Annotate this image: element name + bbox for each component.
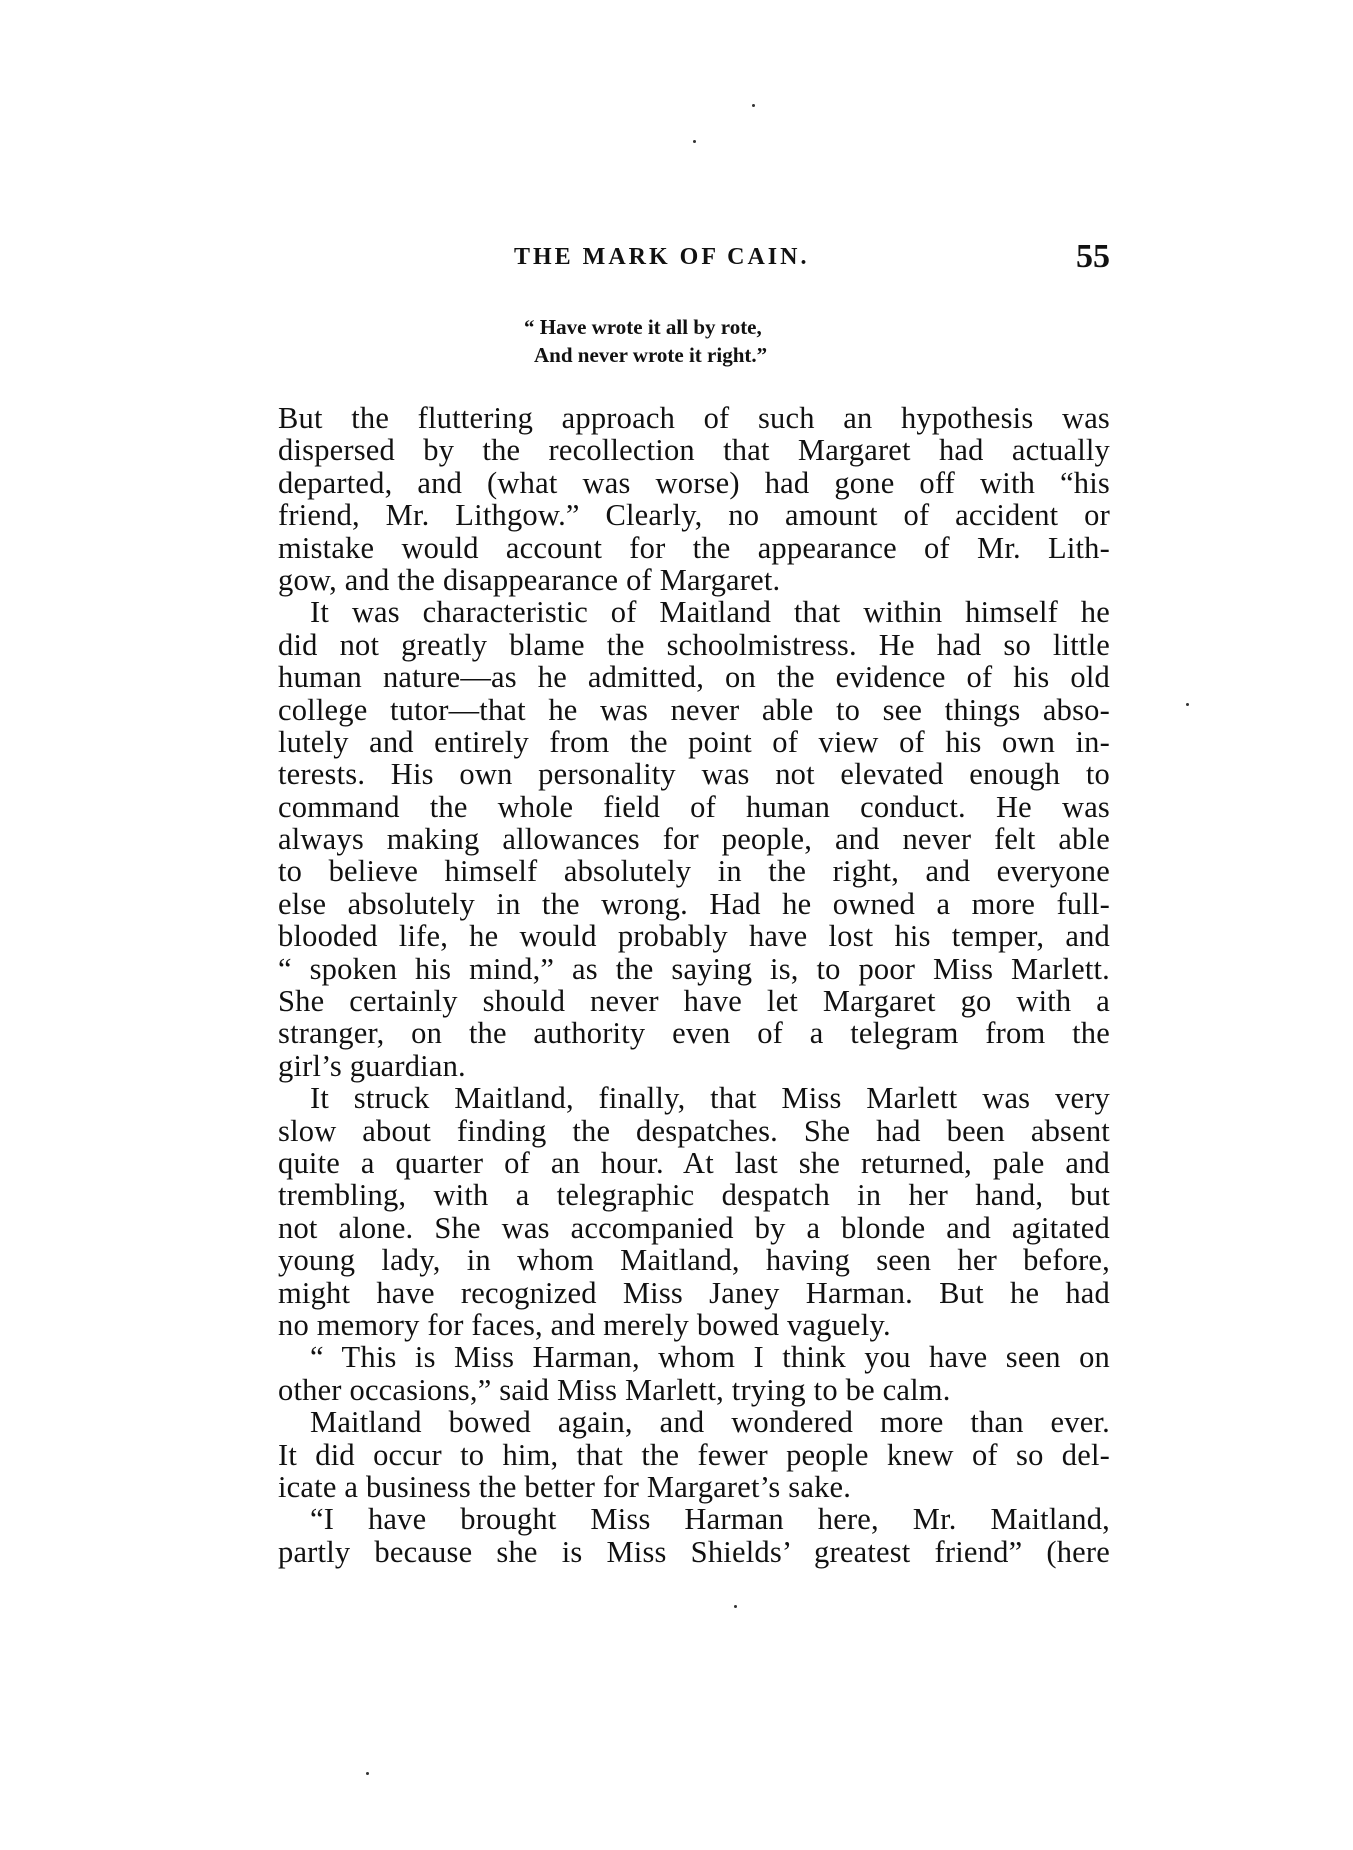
text-line: gow, and the disappearance of Margaret. [278,562,781,597]
text-line: icate a business the better for Margaret’s sake. [278,1469,852,1504]
text-line: not alone. She was accompanied by a blonde and agitated [278,1210,1110,1245]
text-line: She certainly should never have let Margaret go with a [278,984,1110,1019]
text-line: “ spoken his mind,” as the saying is, to poor Miss Marlett. [278,951,1110,986]
print-speck [693,140,696,143]
text-line: college tutor—that he was never able to see things abso- [278,692,1110,727]
epigraph-line: And never wrote it right.” [534,343,768,367]
text-line: did not greatly blame the schoolmistress. He had so little [278,627,1110,662]
text-line: dispersed by the recollection that Margaret had actually [278,433,1110,468]
text-line: young lady, in whom Maitland, having seen her before, [278,1243,1110,1278]
text-line: stranger, on the authority even of a telegram from the [278,1016,1110,1051]
text-line: lutely and entirely from the point of view of his own in- [278,724,1110,759]
text-line: departed, and (what was worse) had gone off with “his [278,465,1110,500]
text-line: command the whole field of human conduct. He was [278,789,1110,824]
text-line: friend, Mr. Lithgow.” Clearly, no amount of accident or [278,498,1110,533]
page-number: 55 [1076,238,1110,275]
text-line: mistake would account for the appearance of Mr. Lith- [278,530,1110,565]
paragraph-start-line: It was characteristic of Maitland that within himself he [310,595,1110,630]
text-line: slow about finding the despatches. She had been absent [278,1113,1110,1148]
paragraph-start-line: It struck Maitland, finally, that Miss Marlett was very [310,1081,1110,1116]
text-line: else absolutely in the wrong. Had he owned a more full- [278,886,1110,921]
paragraph-start-line: Maitland bowed again, and wondered more than ever. [310,1405,1110,1440]
print-speck [366,1772,369,1775]
text-line: It did occur to him, that the fewer people knew of so del- [278,1437,1110,1472]
text-line: other occasions,” said Miss Marlett, trying to be calm. [278,1372,951,1407]
text-line: But the fluttering approach of such an hypothesis was [278,401,1110,435]
text-line: girl’s guardian. [278,1048,466,1083]
text-line: blooded life, he would probably have lost his temper, and [278,919,1110,954]
print-speck [1186,703,1189,706]
body-text [278,402,1110,1568]
text-line: human nature—as he admitted, on the evidence of his old [278,660,1110,695]
text-line: trembling, with a telegraphic despatch in her hand, but [278,1178,1110,1213]
paragraph-start-line: “ This is Miss Harman, whom I think you have seen on [310,1340,1110,1375]
epigraph [524,313,767,369]
text-line: quite a quarter of an hour. At last she returned, pale and [278,1145,1110,1180]
paragraph-start-line: “I have brought Miss Harman here, Mr. Maitland, [310,1502,1110,1537]
page-header [278,238,1110,282]
text-line: no memory for faces, and merely bowed vaguely. [278,1307,891,1342]
text-line: always making allowances for people, and never felt able [278,822,1110,857]
text-line: partly because she is Miss Shields’ greatest friend” (here [278,1534,1110,1569]
text-line: to believe himself absolutely in the right, and everyone [278,854,1110,889]
epigraph-line: “ Have wrote it all by rote, [524,315,762,339]
print-speck [752,104,755,107]
running-title: THE MARK OF CAIN. [514,244,810,270]
text-line: terests. His own personality was not elevated enough to [278,757,1110,792]
text-line: might have recognized Miss Janey Harman. But he had [278,1275,1110,1310]
print-speck [734,1605,737,1608]
